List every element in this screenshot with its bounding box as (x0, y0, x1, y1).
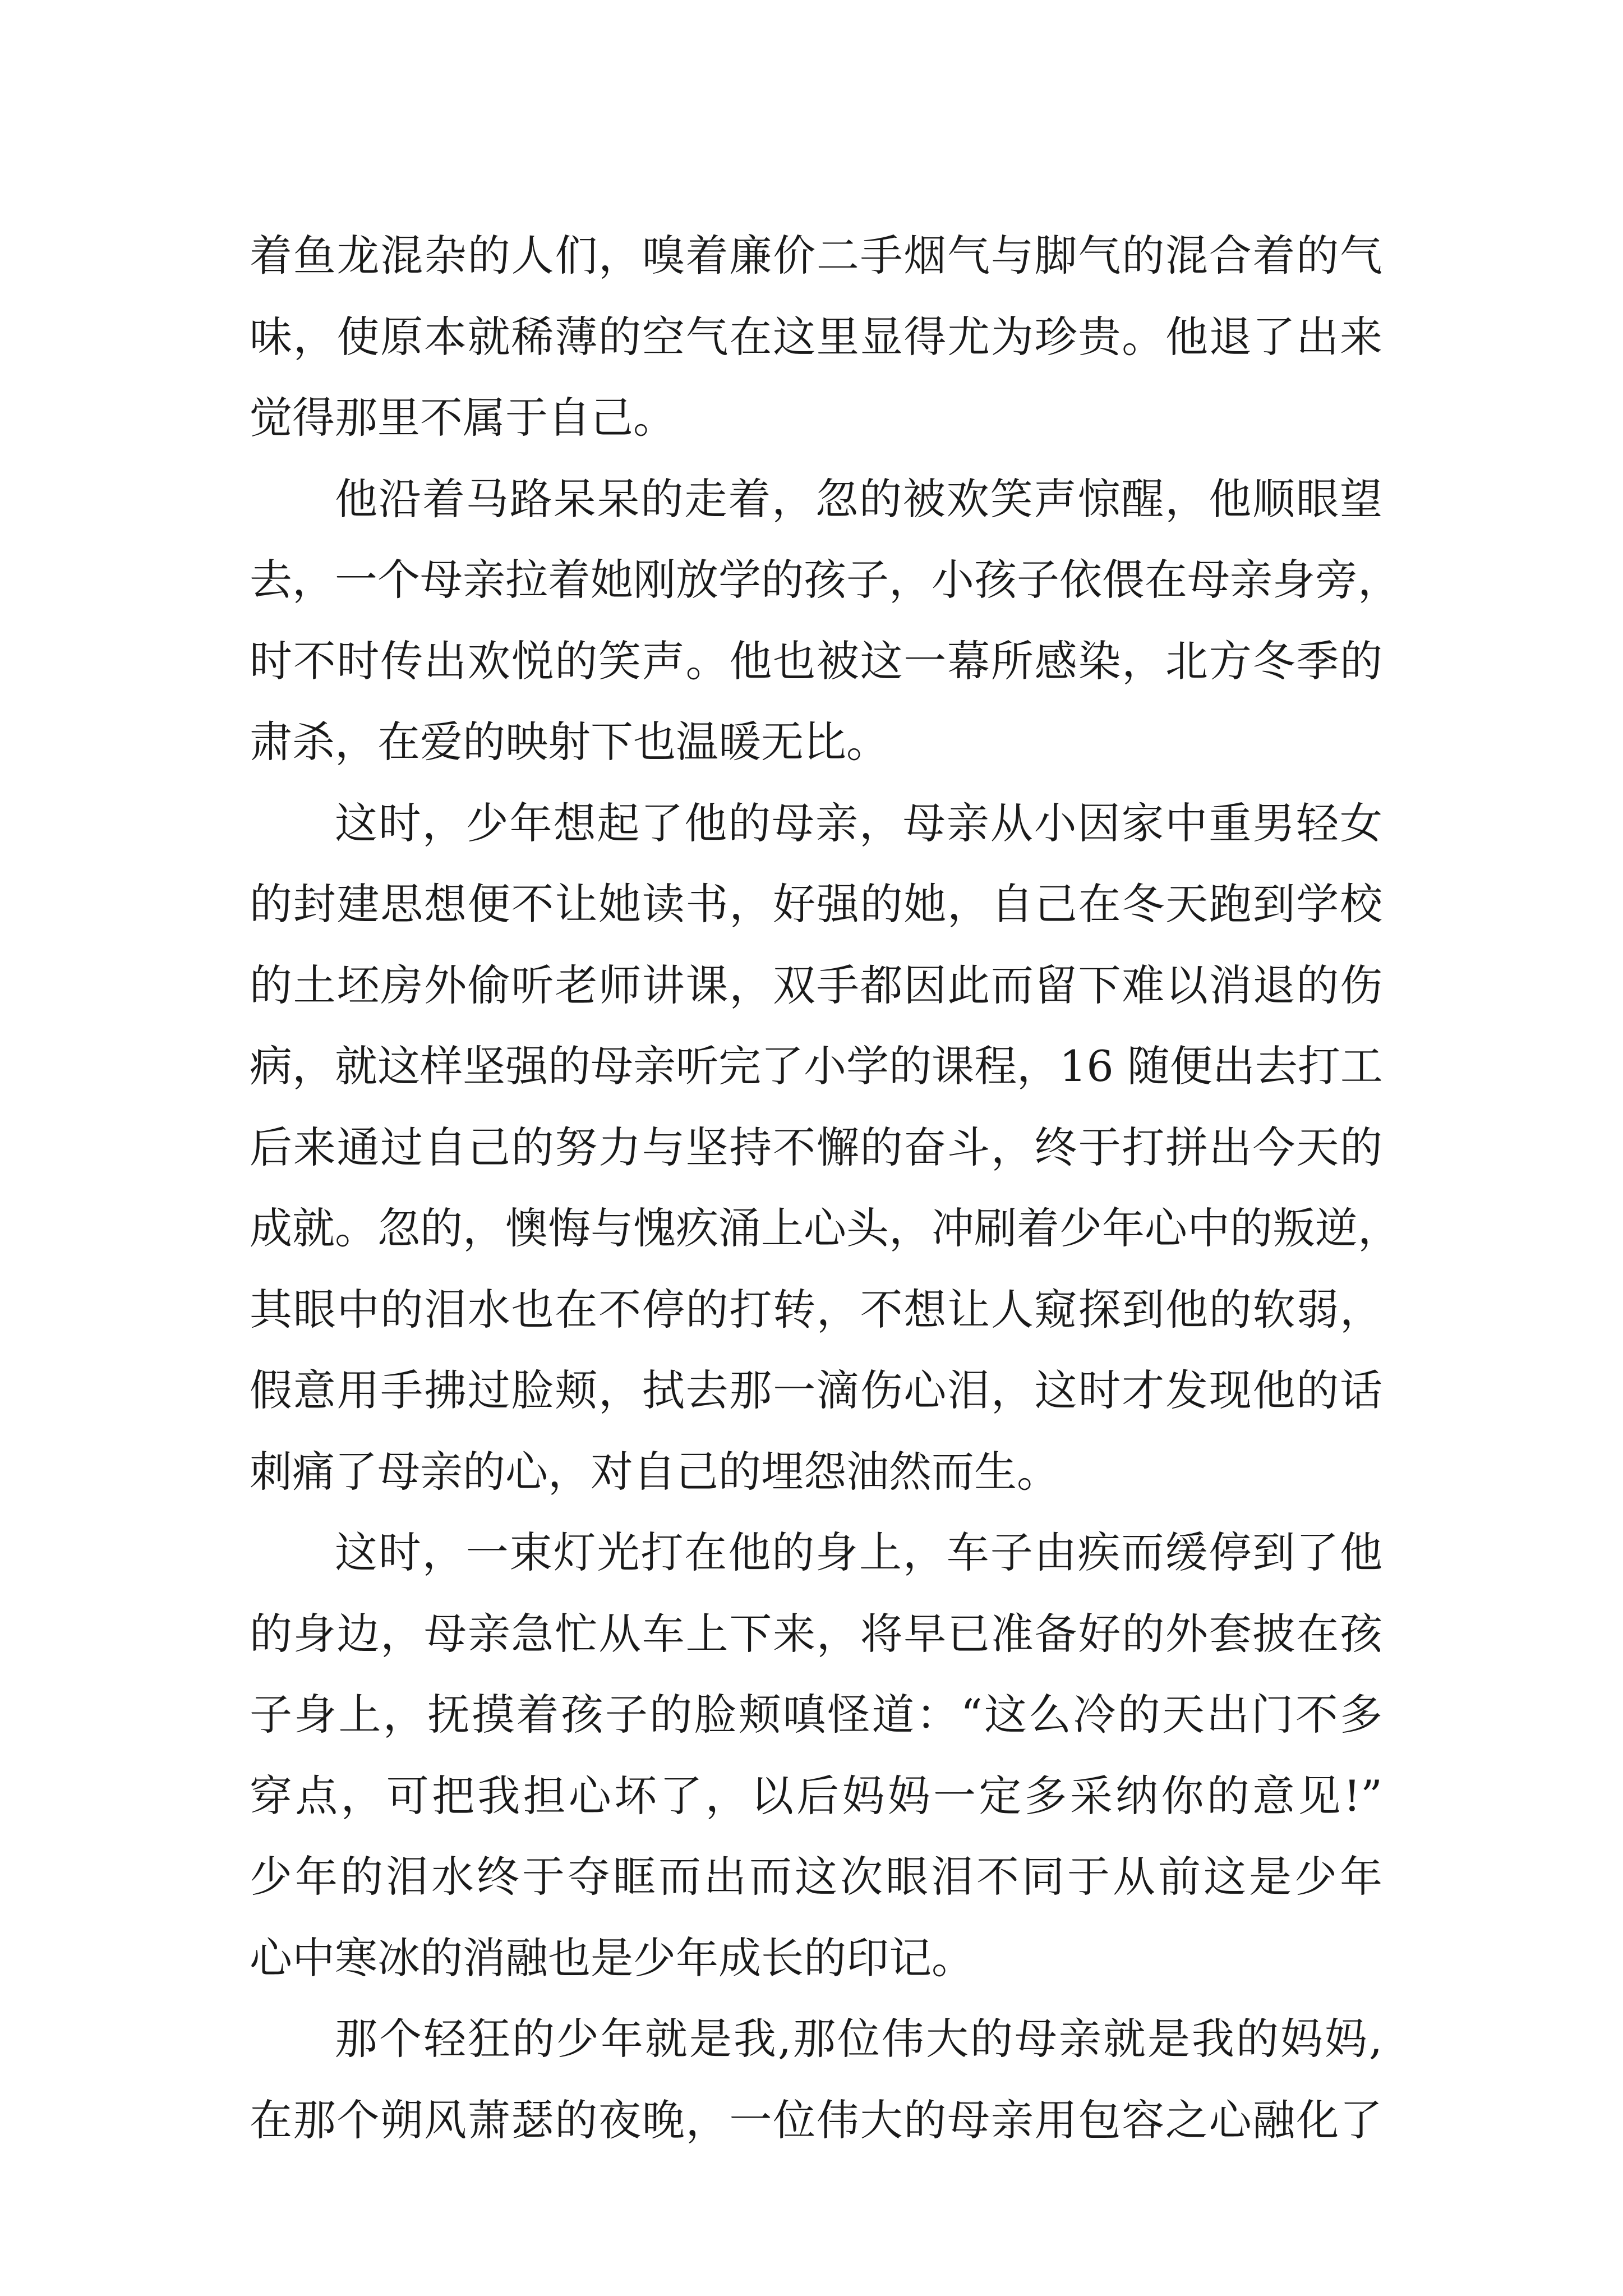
text-line: 着鱼龙混杂的人们，嗅着廉价二手烟气与脚气的混合着的气 (250, 231, 1382, 280)
text-line: 味，使原本就稀薄的空气在这里显得尤为珍贵。他退了出来 (250, 311, 1382, 362)
text-line: 这时，少年想起了他的母亲，母亲从小因家中重男轻女 (335, 798, 1382, 848)
text-line: 子身上，抚摸着孩子的脸颊嗔怪道：“这么冷的天出门不多 (250, 1690, 1382, 1740)
text-line: 心中寒冰的消融也是少年成长的印记。 (250, 1932, 974, 1983)
text-line: 去，一个母亲拉着她刚放学的孩子，小孩子依偎在母亲身旁， (250, 555, 1400, 605)
text-line: 觉得那里不属于自己。 (250, 393, 676, 443)
text-line: 刺痛了母亲的心，对自己的埋怨油然而生。 (250, 1446, 1059, 1497)
text-line: 的封建思想便不让她读书，好强的她，自己在冬天跑到学校 (250, 879, 1382, 929)
text-line: 这时，一束灯光打在他的身上，车子由疾而缓停到了他 (335, 1527, 1382, 1577)
document-body (250, 215, 1400, 2161)
text-line: 在那个朔风萧瑟的夜晚，一位伟大的母亲用包容之心融化了 (250, 2095, 1382, 2145)
text-line: 穿点，可把我担心坏了，以后妈妈一定多采纳你的意见!” (250, 1770, 1382, 1821)
text-line: 后来通过自己的努力与坚持不懈的奋斗，终于打拼出今天的 (250, 1122, 1382, 1172)
text-line: 成就。忽的，懊悔与愧疚涌上心头，冲刷着少年心中的叛逆， (250, 1203, 1400, 1253)
text-line: 少年的泪水终于夺眶而出而这次眼泪不同于从前这是少年 (250, 1852, 1382, 1902)
text-line: 病，就这样坚强的母亲听完了小学的课程，16 随便出去打工 (250, 1041, 1383, 1091)
text-line: 肃杀，在爱的映射下也温暖无比。 (250, 717, 889, 767)
text-line: 假意用手拂过脸颊，拭去那一滴伤心泪，这时才发现他的话 (250, 1365, 1382, 1415)
text-line: 其眼中的泪水也在不停的打转，不想让人窥探到他的软弱， (250, 1284, 1382, 1335)
text-line: 那个轻狂的少年就是我,那位伟大的母亲就是我的妈妈, (335, 2014, 1382, 2064)
text-line: 的身边，母亲急忙从车上下来，将早已准备好的外套披在孩 (250, 1608, 1382, 1659)
text-line: 他沿着马路呆呆的走着，忽的被欢笑声惊醒，他顺眼望 (335, 473, 1382, 524)
text-line: 的土坯房外偷听老师讲课，双手都因此而留下难以消退的伤 (250, 960, 1382, 1010)
text-line: 时不时传出欢悦的笑声。他也被这一幕所感染，北方冬季的 (250, 636, 1382, 686)
